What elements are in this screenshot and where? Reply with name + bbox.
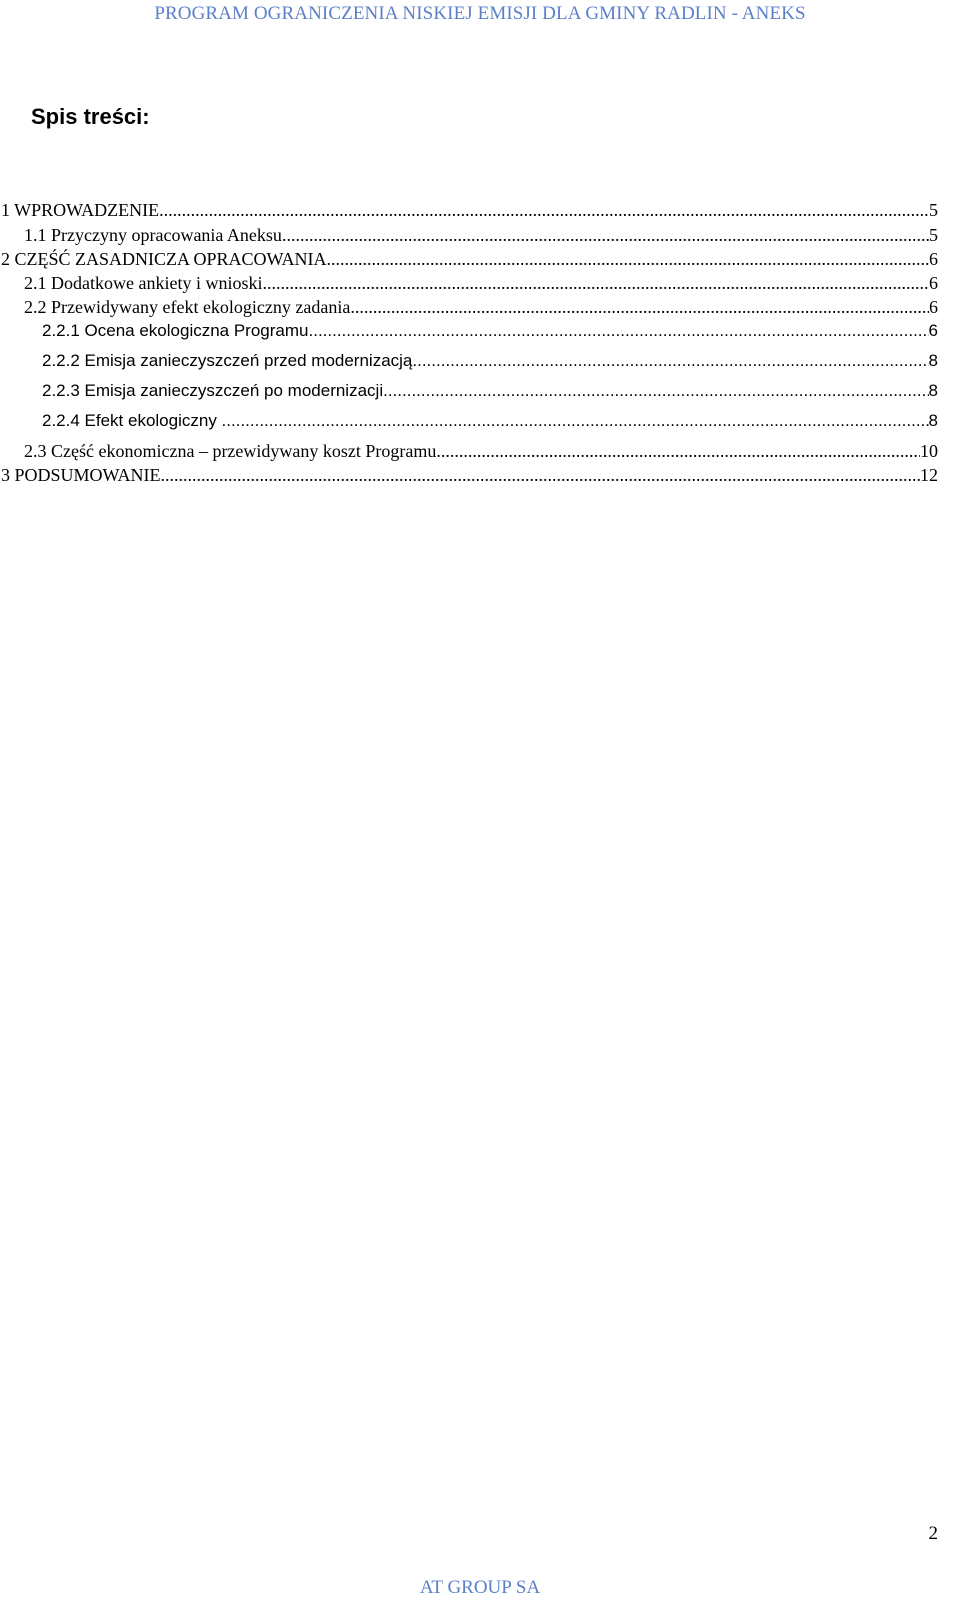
page-header: PROGRAM OGRANICZENIA NISKIEJ EMISJI DLA GMINY RADLIN - ANEKS bbox=[154, 3, 806, 24]
toc-entry-ankiety[interactable] bbox=[24, 273, 938, 297]
toc-entry-efekt-ekologiczny-zadania[interactable] bbox=[24, 297, 938, 321]
toc-leader-dots bbox=[161, 465, 920, 486]
toc-entry-page: 8 bbox=[928, 351, 938, 370]
toc-entry-emisja-po[interactable] bbox=[42, 381, 938, 405]
toc-entry-page: 12 bbox=[920, 465, 938, 485]
toc-leader-dots bbox=[327, 249, 929, 270]
toc-entry-label: 3 PODSUMOWANIE bbox=[1, 465, 161, 485]
toc-leader-dots bbox=[383, 381, 928, 401]
toc-entry-page: 5 bbox=[929, 200, 938, 220]
toc-entry-wprowadzenie[interactable] bbox=[1, 200, 938, 224]
toc-entry-label: 1.1 Przyczyny opracowania Aneksu bbox=[24, 225, 282, 245]
toc-leader-dots bbox=[412, 351, 928, 371]
toc-entry-page: 6 bbox=[929, 273, 938, 293]
toc-entry-ocena-ekologiczna[interactable] bbox=[42, 321, 938, 345]
toc-entry-label: 2.2.4 Efekt ekologiczny bbox=[42, 411, 222, 430]
toc-entry-label: 2 CZĘŚĆ ZASADNICZA OPRACOWANIA bbox=[1, 249, 327, 269]
toc-entry-page: 6 bbox=[929, 249, 938, 269]
toc-entry-czesc-ekonomiczna[interactable] bbox=[24, 441, 938, 465]
toc-title: Spis treści: bbox=[31, 104, 150, 129]
toc-leader-dots bbox=[309, 321, 929, 341]
toc-entry-page: 10 bbox=[920, 441, 938, 461]
toc-entry-label: 2.3 Część ekonomiczna – przewidywany koszt Programu bbox=[24, 441, 437, 461]
toc-entry-czesc-zasadnicza[interactable] bbox=[1, 249, 938, 273]
toc-entry-label: 2.2.2 Emisja zanieczyszczeń przed modernizacją bbox=[42, 351, 413, 370]
toc-leader-dots bbox=[262, 273, 929, 294]
toc-entry-page: 6 bbox=[929, 297, 938, 317]
toc-entry-page: 6 bbox=[928, 321, 938, 340]
toc-entry-podsumowanie[interactable] bbox=[1, 465, 938, 489]
toc-entry-page: 5 bbox=[929, 225, 938, 245]
toc-leader-dots bbox=[436, 441, 920, 462]
toc-entry-page: 8 bbox=[928, 381, 938, 400]
toc-leader-dots bbox=[222, 411, 929, 431]
toc-entry-label: 2.2.1 Ocena ekologiczna Programu bbox=[42, 321, 309, 340]
toc-entry-efekt-ekologiczny[interactable] bbox=[42, 411, 938, 435]
toc-entry-label: 2.1 Dodatkowe ankiety i wnioski bbox=[24, 273, 263, 293]
toc-entry-page: 8 bbox=[928, 411, 938, 430]
toc-leader-dots bbox=[350, 297, 929, 318]
toc-entry-label: 2.2.3 Emisja zanieczyszczeń po modernizacji bbox=[42, 381, 384, 400]
page-number: 2 bbox=[928, 1523, 938, 1544]
toc-entry-emisja-przed[interactable] bbox=[42, 351, 938, 375]
page-footer: AT GROUP SA bbox=[419, 1577, 541, 1598]
toc-entry-przyczyny[interactable] bbox=[24, 225, 938, 249]
toc-entry-label: 2.2 Przewidywany efekt ekologiczny zadania bbox=[24, 297, 351, 317]
toc-leader-dots bbox=[159, 200, 929, 221]
toc-leader-dots bbox=[282, 225, 929, 246]
toc-entry-label: 1 WPROWADZENIE bbox=[1, 200, 160, 220]
